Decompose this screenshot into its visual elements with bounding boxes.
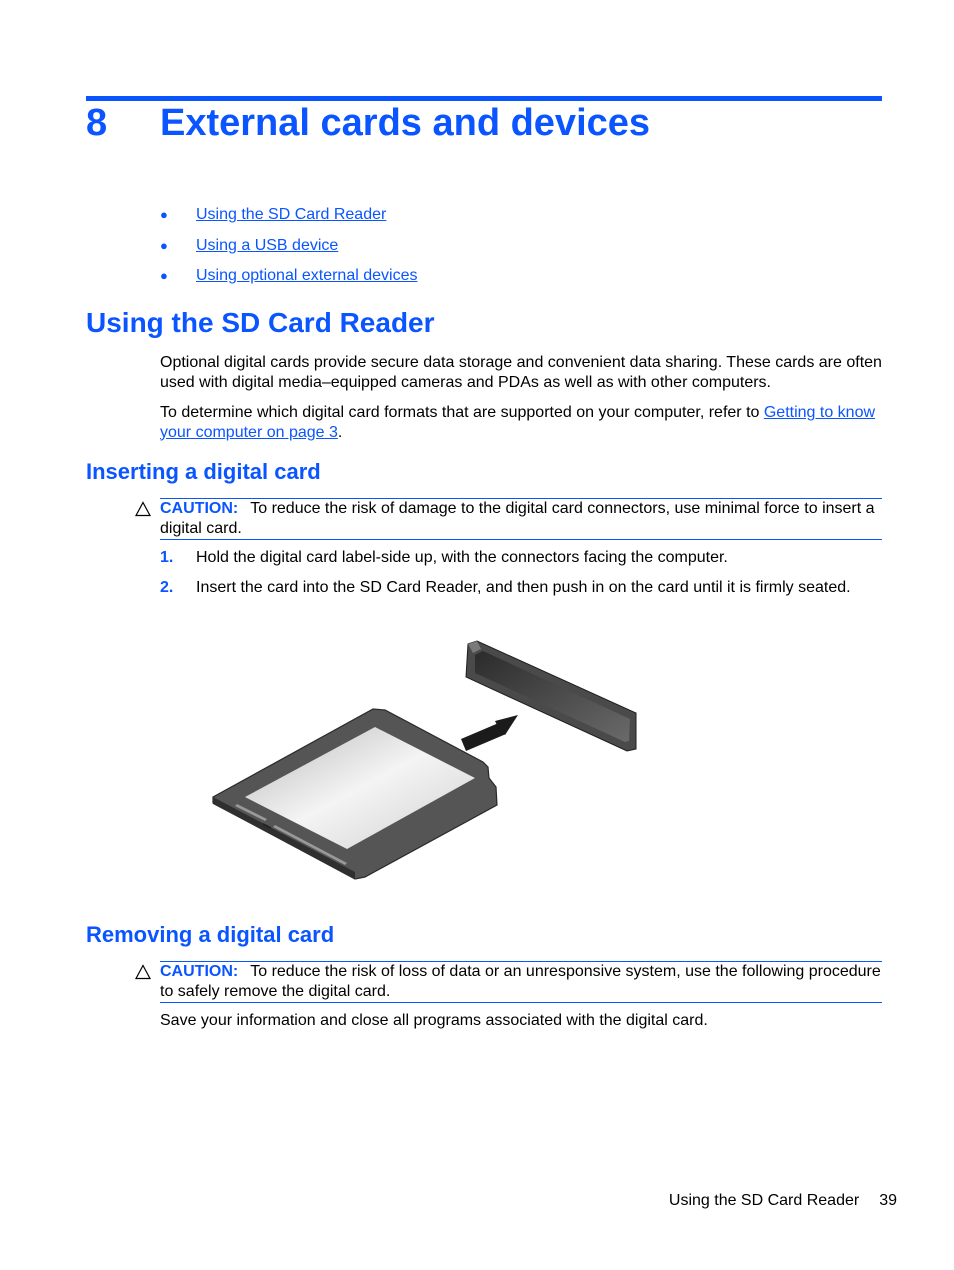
formats-paragraph xyxy=(160,403,882,442)
caution-text: To reduce the risk of loss of data or an unresponsive system, use the following procedure to safely remove the digital card. xyxy=(160,963,881,1000)
caution-triangle-icon xyxy=(135,964,151,980)
intro-paragraph: Optional digital cards provide secure data storage and convenient data sharing. These cards are often used with digital media–equipped cameras and PDAs as well as with other computers. xyxy=(160,354,882,391)
footer-section: Using the SD Card Reader xyxy=(668,1192,860,1209)
step-number: 2. xyxy=(160,579,174,596)
bullet-icon: ● xyxy=(160,268,168,283)
formats-end: . xyxy=(337,423,343,441)
page-footer xyxy=(600,1191,897,1211)
toc-link-usb-device[interactable]: Using a USB device xyxy=(196,236,339,254)
section-title: Using the SD Card Reader xyxy=(86,307,435,338)
caution-label: CAUTION: xyxy=(160,963,239,980)
sd-card-insertion-illustration xyxy=(205,635,645,885)
caution-label: CAUTION: xyxy=(160,500,239,517)
sd-card xyxy=(213,709,497,879)
step-number: 1. xyxy=(160,549,174,566)
toc-item xyxy=(160,265,417,296)
step-2 xyxy=(160,578,882,598)
removing-step-paragraph: Save your information and close all programs associated with the digital card. xyxy=(160,1012,708,1029)
toc-item xyxy=(160,235,417,266)
step-text: Hold the digital card label-side up, with the connectors facing the computer. xyxy=(196,549,728,566)
chapter-title xyxy=(86,100,650,146)
step-1 xyxy=(160,548,882,568)
getting-to-know-link[interactable]: Getting to know your computer on page 3 xyxy=(160,404,876,441)
bullet-icon: ● xyxy=(160,207,168,222)
toc-item xyxy=(160,204,417,235)
step-text: Insert the card into the SD Card Reader, and then push in on the card until it is firmly seated. xyxy=(196,579,851,596)
chapter-title-text: External cards and devices xyxy=(160,102,651,144)
arrow-icon xyxy=(461,715,518,751)
chapter-number: 8 xyxy=(86,102,108,144)
chapter-toc xyxy=(160,204,417,296)
inserting-heading: Inserting a digital card xyxy=(86,459,321,484)
removing-heading: Removing a digital card xyxy=(86,922,335,947)
page-number: 39 xyxy=(879,1192,897,1209)
inserting-caution xyxy=(160,498,882,540)
removing-caution xyxy=(160,961,882,1003)
toc-link-optional-external-devices[interactable]: Using optional external devices xyxy=(196,267,418,284)
toc-link-sd-card-reader[interactable]: Using the SD Card Reader xyxy=(196,206,387,223)
caution-text: To reduce the risk of damage to the digital card connectors, use minimal force to insert a digital card. xyxy=(160,500,875,537)
caution-triangle-icon xyxy=(135,501,151,517)
formats-text: To determine which digital card formats that are supported on your computer, refer to xyxy=(160,404,764,421)
bullet-icon: ● xyxy=(160,237,168,253)
